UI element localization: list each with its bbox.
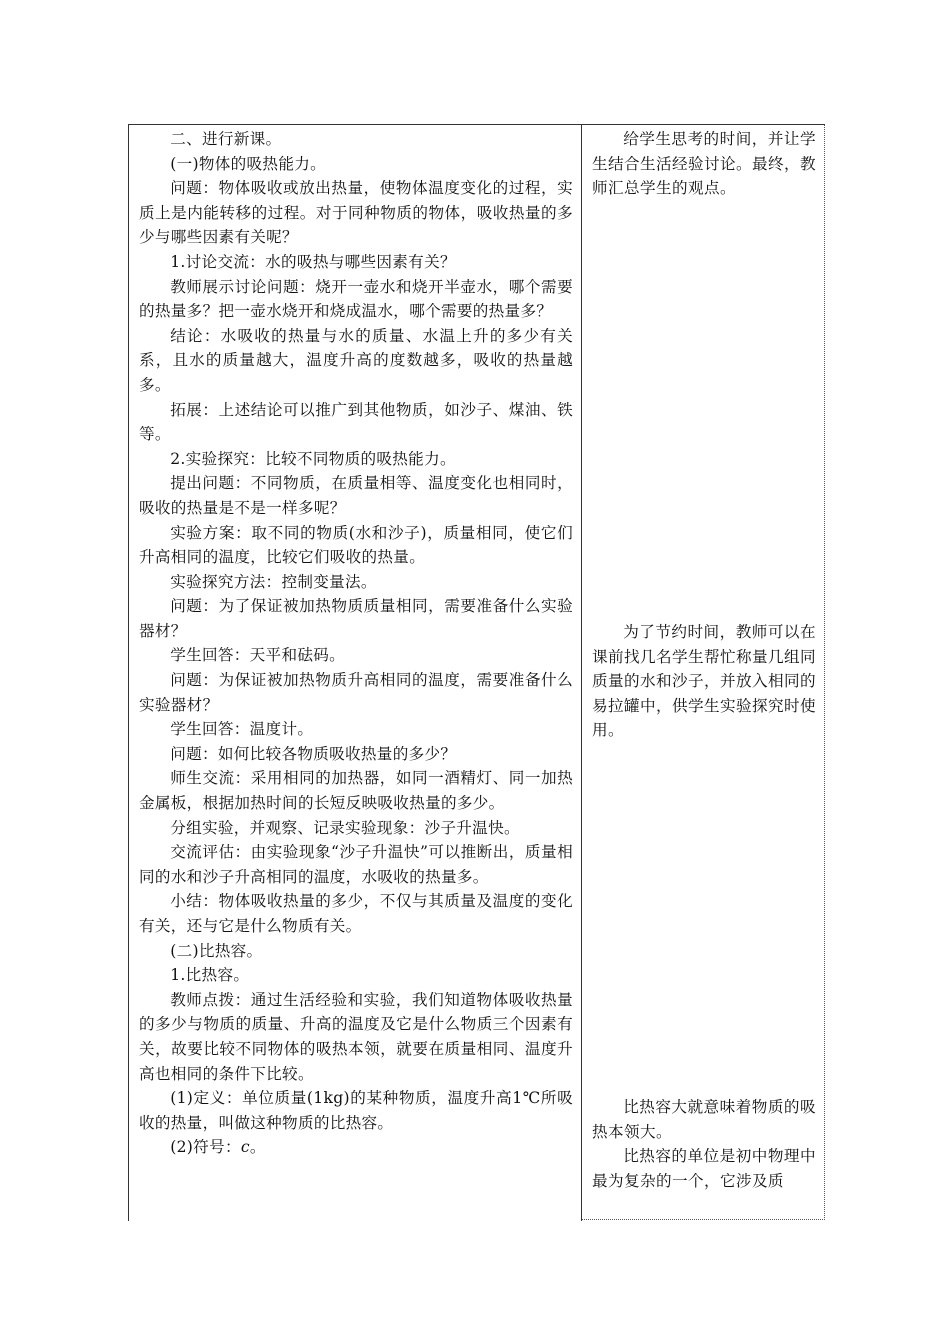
paragraph: 分组实验，并观察、记录实验现象：沙子升温快。 (170, 818, 520, 837)
symbol-line (139, 1135, 573, 1160)
note: 为了节约时间，教师可以在课前找几名学生帮忙称量几组同质量的水和沙子，并放入相同的易拉罐中，供学生实验探究时使用。 (592, 623, 816, 740)
note-block-2 (592, 620, 816, 743)
note: 比热容大就意味着物质的吸热本领大。 (592, 1098, 816, 1141)
paragraph: 学生回答：天平和砝码。 (170, 646, 346, 665)
paragraph: 问题：如何比较各物质吸收热量的多少？ (170, 744, 457, 763)
symbol-end: 。 (249, 1138, 266, 1157)
paragraph: 学生回答：温度计。 (170, 720, 314, 739)
paragraph: 教师展示讨论问题：烧开一壶水和烧开半壶水，哪个需要的热量多？把一壶水烧开和烧成温水，哪个需要的热量多？ (139, 277, 573, 321)
paragraph: 问题：为了保证被加热物质质量相同，需要准备什么实验器材？ (139, 597, 573, 640)
paragraph: 1.比热容。 (170, 966, 250, 985)
symbol-value: c (240, 1138, 250, 1157)
symbol-label: (2)符号： (170, 1138, 241, 1157)
paragraph: (1)定义：单位质量(1kg)的某种物质，温度升高1℃所吸收的热量，叫做这种物质的比热容。 (139, 1089, 573, 1132)
paragraph: 1.讨论交流：水的吸热与哪些因素有关？ (170, 252, 456, 271)
teaching-process-column (129, 125, 582, 1221)
paragraph: 实验方案：取不同的物质(水和沙子)，质量相同，使它们升高相同的温度，比较它们吸收的热量。 (139, 523, 573, 567)
paragraph: 实验探究方法：控制变量法。 (170, 572, 377, 591)
note: 比热容的单位是初中物理中最为复杂的一个，它涉及质 (592, 1147, 816, 1190)
paragraph: 小结：物体吸收热量的多少，不仅与其质量及温度的变化有关，还与它是什么物质有关。 (139, 892, 573, 935)
paragraph: 问题：为保证被加热物质升高相同的温度，需要准备什么实验器材？ (139, 671, 573, 714)
paragraph: 问题：物体吸收或放出热量，使物体温度变化的过程，实质上是内能转移的过程。对于同种物质的物体，吸收热量的多少与哪些因素有关呢？ (139, 179, 573, 247)
note: 给学生思考的时间，并让学生结合生活经验讨论。最终，教师汇总学生的观点。 (592, 130, 816, 198)
notes-column (582, 125, 825, 1220)
teaching-process-text (139, 127, 573, 1160)
paragraph: 提出问题：不同物质，在质量相等、温度变化也相同时，吸收的热量是不是一样多呢？ (139, 474, 573, 517)
lesson-table (128, 124, 825, 1221)
note-block-3 (592, 1095, 816, 1193)
subsection-heading: (二)比热容。 (170, 941, 263, 960)
paragraph: 师生交流：采用相同的加热器，如同一酒精灯、同一加热金属板，根据加热时间的长短反映吸收热量的多少。 (139, 769, 573, 813)
subsection-heading: (一)物体的吸热能力。 (170, 154, 326, 173)
paragraph: 结论：水吸收的热量与水的质量、水温上升的多少有关系，且水的质量越大，温度升高的度数越多，吸收的热量越多。 (139, 326, 573, 394)
section-heading: 二、进行新课。 (170, 130, 282, 148)
paragraph: 拓展：上述结论可以推广到其他物质，如沙子、煤油、铁等。 (139, 400, 573, 444)
paragraph: 2.实验探究：比较不同物质的吸热能力。 (170, 449, 456, 468)
paragraph: 交流评估：由实验现象“沙子升温快”可以推断出，质量相同的水和沙子升高相同的温度，水吸收的热量多。 (139, 843, 573, 886)
paragraph: 教师点拨：通过生活经验和实验，我们知道物体吸收热量的多少与物质的质量、升高的温度及它是什么物质三个因素有关，故要比较不同物体的吸热本领，就要在质量相同、温度升高也相同的条件下比较。 (139, 990, 573, 1083)
note-block-1 (592, 127, 816, 201)
